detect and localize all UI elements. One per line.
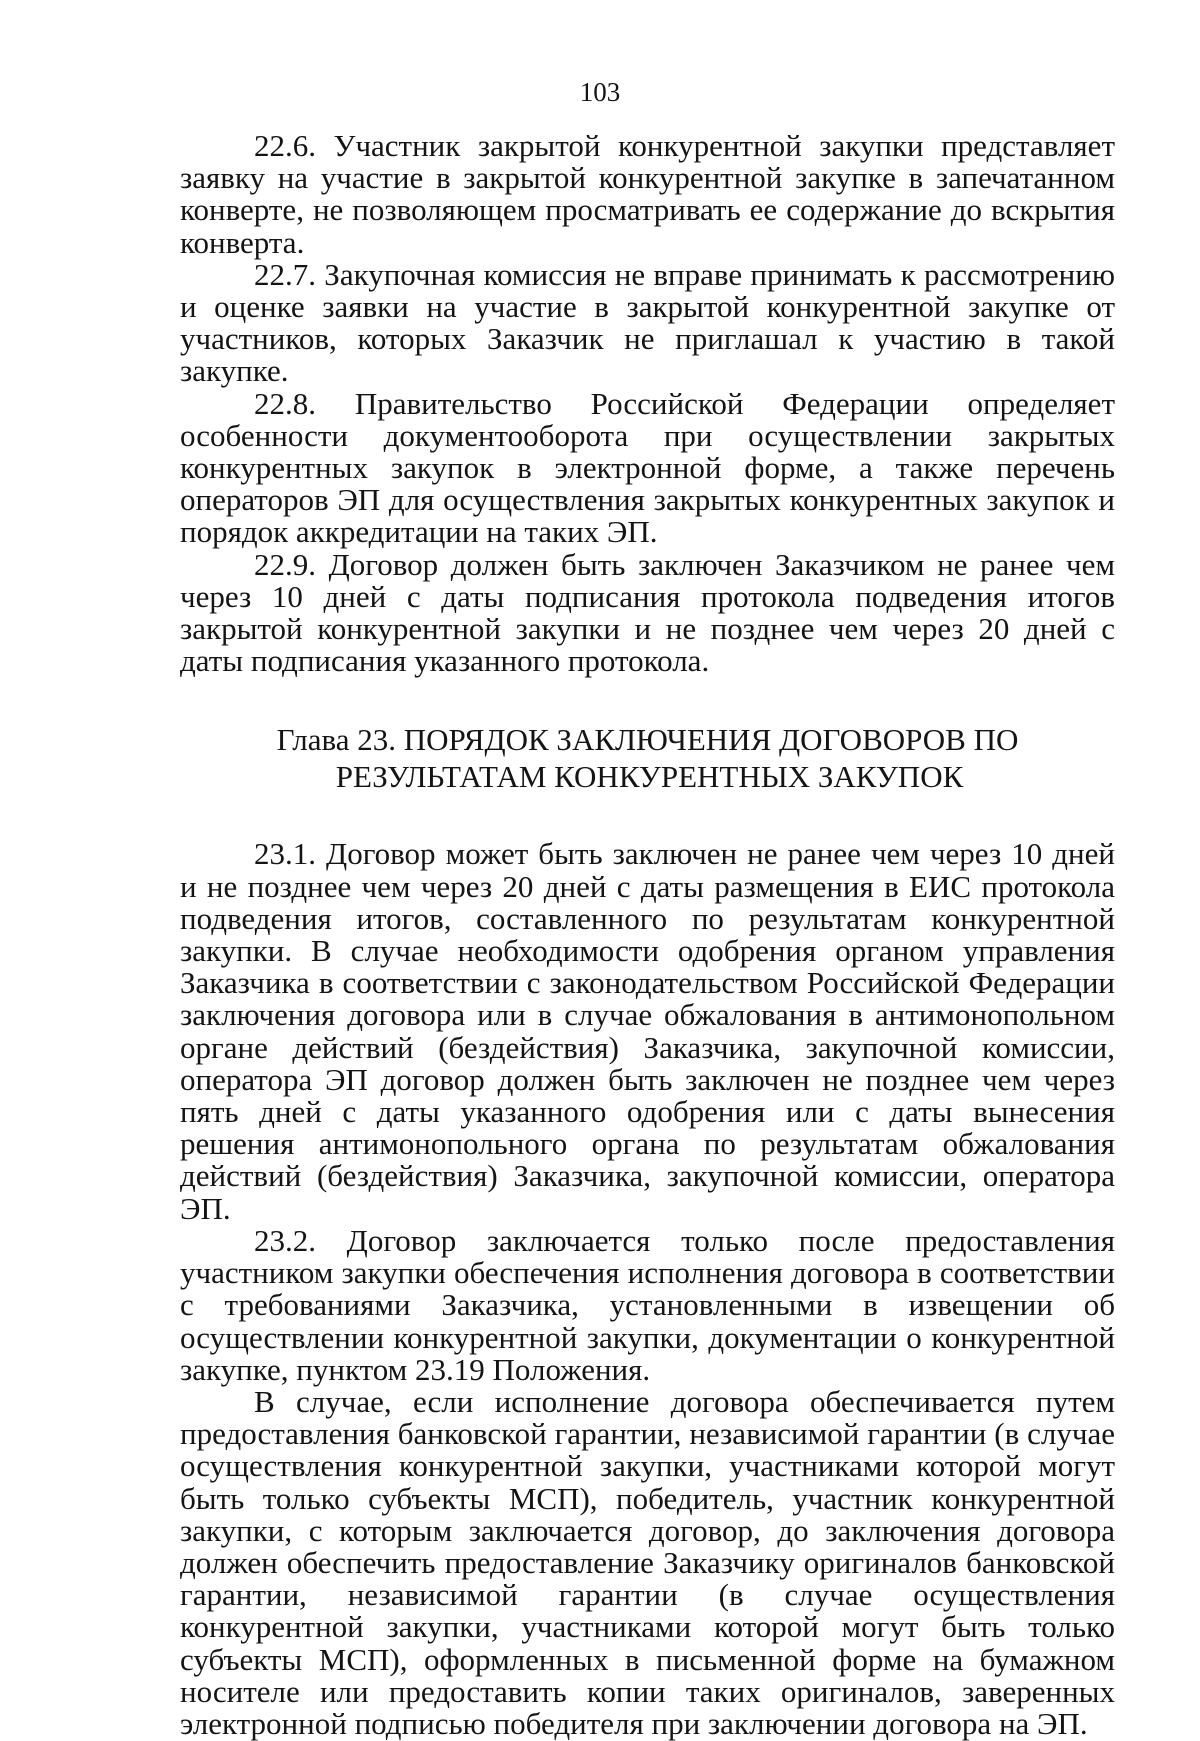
chapter-heading-line-1: Глава 23. ПОРЯДОК ЗАКЛЮЧЕНИЯ ДОГОВОРОВ ПО: [276, 722, 1019, 758]
paragraph-22-8: 22.8. Правительство Российской Федерации определяет особенности документооборота при осуществлении закрытых конкурентных закупок в электронной форме, а также перечень операторов ЭП для осуществления закрытых конкурентных закупок и порядок аккредитации на таких ЭП.: [180, 385, 1115, 550]
paragraph-23-2: 23.2. Договор заключается только после предоставления участником закупки обеспечения исполнения договора в соответствии с требованиями Заказчика, установленными в извещении об осуществлении конкурентной закупки, документации о конкурентной закупке, пунктом 23.19 Положения.: [180, 1222, 1115, 1387]
chapter-heading: [180, 721, 1115, 795]
document-body: [180, 130, 1115, 1740]
chapter-heading-line-2: РЕЗУЛЬТАТАМ КОНКУРЕНТНЫХ ЗАКУПОК: [335, 759, 964, 795]
paragraph-22-7: 22.7. Закупочная комиссия не вправе принимать к рассмотрению и оценке заявки на участие в закрытой конкурентной закупке от участников, которых Заказчик не приглашал к участию в такой закупке.: [180, 256, 1115, 389]
page-number: 103: [579, 77, 621, 107]
paragraph-bank-guarantee: В случае, если исполнение договора обеспечивается путем предоставления банковской гарантии, независимой гарантии (в случае осуществления конкурентной закупки, участниками которой могут быть только субъекты МСП), победитель, участник конкурентной закупки, с которым заключается договор, до заключения договора должен обеспечить предоставление Заказчику оригиналов банковской гарантии, независимой гарантии (в случае осуществления конкурентной закупки, участниками которой могут быть только субъекты МСП), оформленных в письменной форме на бумажном носителе или предоставить копии таких оригиналов, заверенных электронной подписью победителя при заключении договора на ЭП.: [180, 1383, 1115, 1741]
paragraph-22-9: 22.9. Договор должен быть заключен Заказчиком не ранее чем через 10 дней с даты подписания протокола подведения итогов закрытой конкурентной закупки и не позднее чем через 20 дней с даты подписания указанного протокола.: [180, 546, 1115, 679]
paragraph-23-1: 23.1. Договор может быть заключен не ранее чем через 10 дней и не позднее чем через 20 дней с даты размещения в ЕИС протокола подведения итогов, составленного по результатам конкурентной закупки. В случае необходимости одобрения органом управления Заказчика в соответствии с законодательством Российской Федерации заключения договора или в случае обжалования в антимонопольном органе действий (бездействия) Заказчика, закупочной комиссии, оператора ЭП договор должен быть заключен не позднее чем через пять дней с даты указанного одобрения или с даты вынесения решения антимонопольного органа по результатам обжалования действий (бездействия) Заказчика, закупочной комиссии, оператора ЭП.: [180, 836, 1115, 1226]
paragraph-22-6: 22.6. Участник закрытой конкурентной закупки представляет заявку на участие в закрытой конкурентной закупке в запечатанном конверте, не позволяющем просматривать ее содержание до вскрытия конверта.: [180, 128, 1115, 260]
